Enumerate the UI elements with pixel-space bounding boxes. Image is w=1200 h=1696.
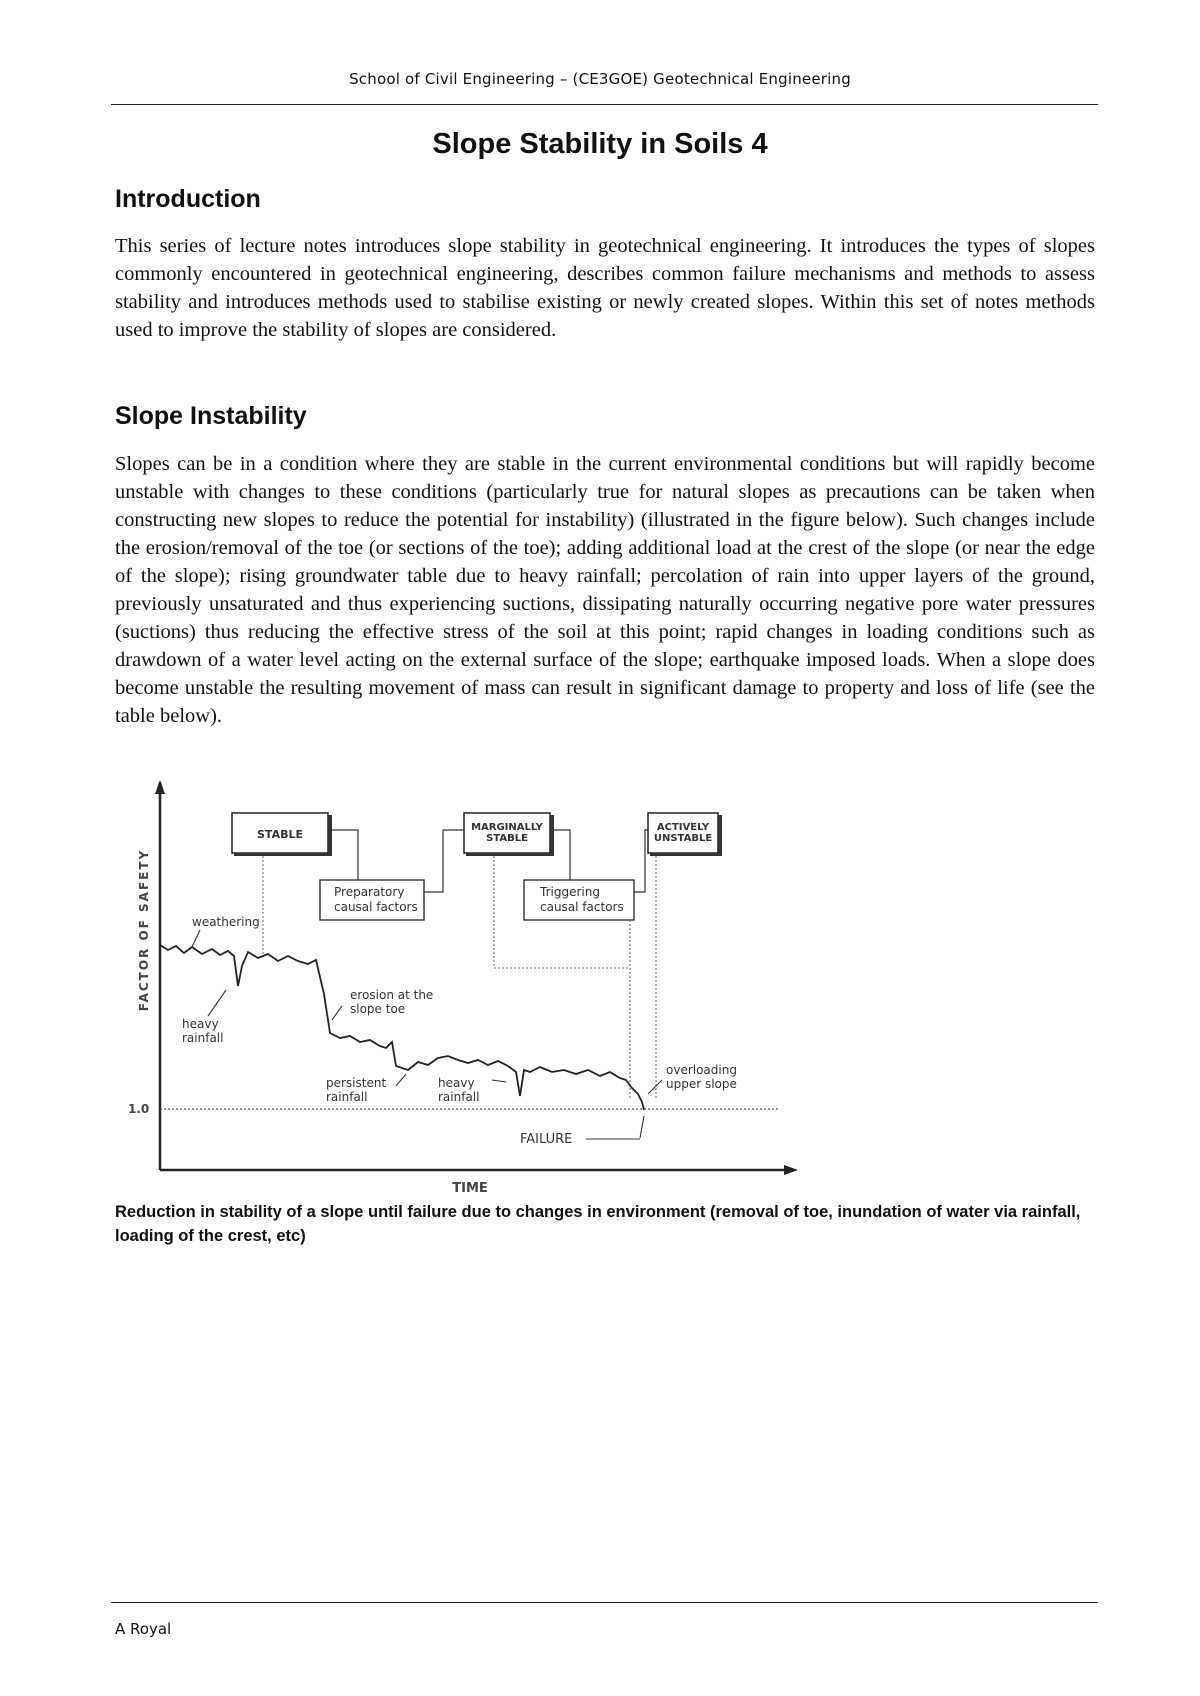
section-heading-slope-instability: Slope Instability [115, 402, 307, 430]
svg-text:Triggering: Triggering [540, 885, 600, 899]
page-header: School of Civil Engineering – (CE3GOE) Geotechnical Engineering [349, 70, 851, 88]
svg-text:erosion at the: erosion at the [350, 988, 434, 1002]
svg-text:causal factors: causal factors [540, 900, 624, 914]
figure-caption: Reduction in stability of a slope until failure due to changes in environment (removal of toe, inundation of water via rainfall, loading of the crest, etc) [115, 1203, 1081, 1245]
annotation-erosion [350, 988, 433, 1016]
footer-rule [111, 1602, 1098, 1603]
annotation-failure [520, 1132, 640, 1147]
annotation-overloading [666, 1063, 737, 1091]
x-axis-label: TIME [452, 1181, 488, 1196]
svg-text:rainfall: rainfall [438, 1090, 480, 1104]
section-heading-introduction: Introduction [115, 185, 261, 213]
svg-text:upper slope: upper slope [666, 1077, 737, 1091]
y-axis-label: FACTOR OF SAFETY [137, 848, 151, 1012]
annotation-persistent-rainfall [326, 1076, 386, 1104]
state-box-actively-unstable [648, 813, 722, 856]
svg-text:slope toe: slope toe [350, 1002, 406, 1016]
svg-text:rainfall: rainfall [182, 1031, 224, 1045]
annotation-heavy-rainfall-1 [182, 1017, 223, 1045]
factor-of-safety-curve [160, 945, 644, 1110]
y-tick-label: 1.0 [128, 1102, 150, 1116]
y-axis-arrow-icon [155, 780, 165, 794]
svg-text:MARGINALLY: MARGINALLY [471, 822, 543, 833]
svg-text:ACTIVELY: ACTIVELY [656, 822, 710, 833]
preparatory-factors-box [320, 880, 424, 920]
svg-text:STABLE: STABLE [486, 833, 528, 844]
annotation-weathering: weathering [192, 915, 260, 929]
document-title: Slope Stability in Soils 4 [432, 128, 768, 160]
page-footer: A Royal [115, 1620, 172, 1638]
svg-text:FAILURE: FAILURE [520, 1132, 573, 1147]
svg-text:overloading: overloading [666, 1063, 737, 1077]
annotation-heavy-rainfall-2 [438, 1076, 479, 1104]
svg-text:heavy: heavy [438, 1076, 475, 1090]
slope-instability-paragraph: Slopes can be in a condition where they are stable in the current environmental conditions but will rapidly become unstable with changes to these conditions (particularly true for natural slopes as precautions can be taken when constructing new slopes to reduce the potential for instability) (illustrated in the figure below). Such changes include the erosion/removal of the toe (or sections of the toe); adding additional load at the crest of the slope (or near the edge of the slope); rising groundwater table due to heavy rainfall; percolation of rain into upper layers of the ground, previously unsaturated and thus experiencing suctions, dissipating naturally occurring negative pore water pressures (suctions) thus reducing the effective stress of the soil at this point; rapid changes in loading conditions such as drawdown of a water level acting on the external surface of the slope; earthquake imposed loads. When a slope does become unstable the resulting movement of mass can result in significant damage to property and loss of life (see the table below). [115, 453, 1095, 727]
svg-text:rainfall: rainfall [326, 1090, 368, 1104]
svg-text:UNSTABLE: UNSTABLE [653, 833, 713, 844]
header-rule [111, 104, 1098, 105]
state-box-stable [232, 813, 332, 856]
factor-of-safety-figure [120, 780, 800, 1200]
x-axis-arrow-icon [784, 1165, 798, 1175]
triggering-factors-box [524, 880, 634, 920]
introduction-paragraph: This series of lecture notes introduces slope stability in geotechnical engineering. It introduces the types of slopes commonly encountered in geotechnical engineering, describes common failure mechanisms and methods to assess stability and introduces methods used to stabilise existing or newly created slopes. Within this set of notes methods used to improve the stability of slopes are considered. [115, 235, 1095, 341]
annotation-leaders [192, 930, 662, 1138]
svg-text:causal factors: causal factors [334, 900, 418, 914]
state-box-marginally-stable [464, 813, 554, 856]
svg-text:Preparatory: Preparatory [334, 885, 405, 899]
svg-text:heavy: heavy [182, 1017, 219, 1031]
svg-text:STABLE: STABLE [257, 828, 303, 841]
svg-text:persistent: persistent [326, 1076, 387, 1090]
